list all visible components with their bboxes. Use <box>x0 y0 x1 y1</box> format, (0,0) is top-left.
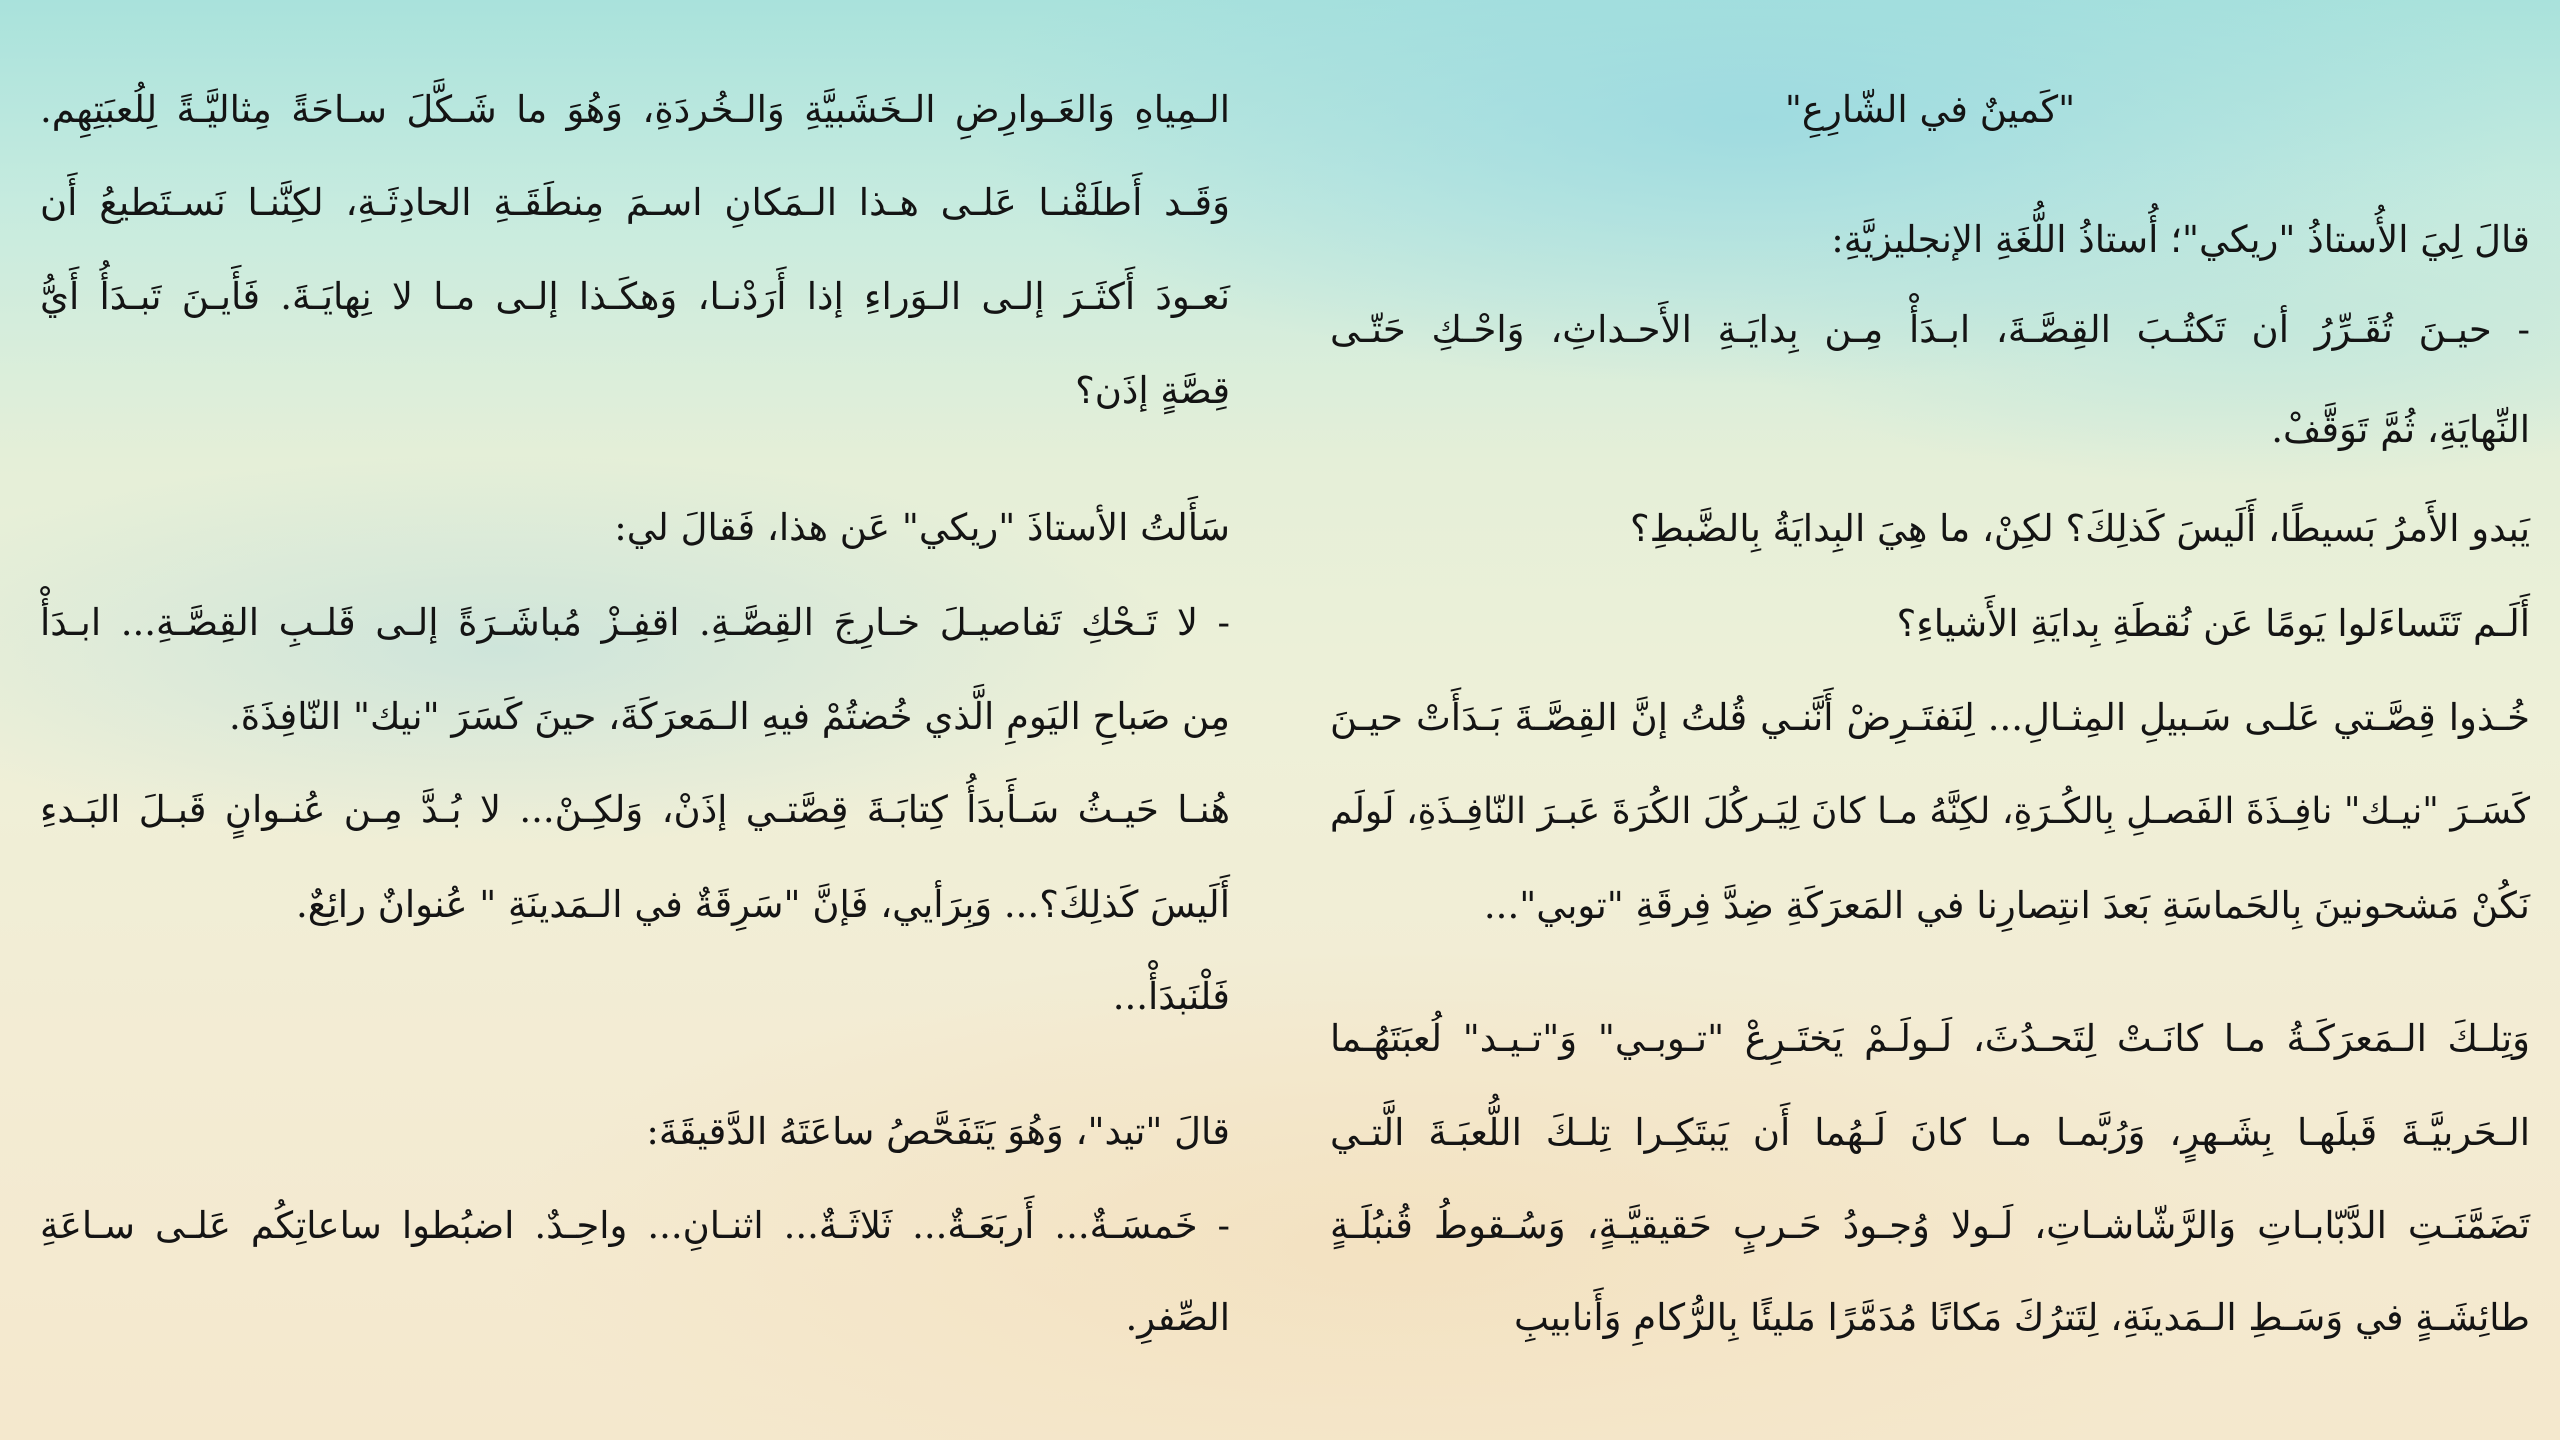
text-line: الـمِياهِ وَالعَـوارِضِ الـخَشَبيَّةِ وَالـخُردَةِ، وَهُوَ ما شَـكَّلَ سـاحَةً مِثاليَّـةً لِلُعبَتِهِم. <box>40 88 1230 131</box>
text-line: أَلَيسَ كَذلِكَ؟... وَبِرَأيي، فَإنَّ "سَرِقَةٌ في الـمَدينَةِ " عُنوانٌ رائِعٌ. <box>296 883 1230 926</box>
story-title: "كَمينٌ في الشّارِعِ" <box>1784 88 2076 131</box>
text-line: - حيـنَ تُقَـرِّرُ أن تَكتُـبَ القِصَّـةَ، ابـدَأْ مِـن بِدايَـةِ الأَحـداثِ، وَاحْـكِ حَتّـى <box>1330 308 2530 351</box>
text-line: سَأَلتُ الأستاذَ "ريكي" عَن هذا، فَقالَ لي: <box>614 506 1230 549</box>
right-page <box>1330 0 2530 1440</box>
text-line: نَكُنْ مَشحونينَ بِالحَماسَةِ بَعدَ انتِصارِنا في المَعرَكَةِ ضِدَّ فِرقَةِ "توبي"... <box>1483 884 2530 927</box>
text-line: أَلَـم تَتَساءَلوا يَومًا عَن نُقطَةِ بِدايَةِ الأَشياءِ؟ <box>1896 602 2530 645</box>
text-line: خُـذوا قِصَّـتي عَلـى سَـبيلِ المِثـالِ... لِنَفتَـرِضْ أَنَّنـي قُلتُ إنَّ القِصَّـةَ بَـدَأَتْ حيـنَ <box>1330 696 2530 739</box>
text-line: هُنـا حَيـثُ سَـأَبدَأُ كِتابَـةَ قِصَّتـي إذَنْ، وَلكِـنْ... لا بُـدَّ مِـن عُنـوانٍ قَبـلَ البَـدءِ <box>40 788 1230 831</box>
text-line: مِن صَباحِ اليَومِ الَّذي خُضتُمْ فيهِ الـمَعرَكَةَ، حينَ كَسَرَ "نيك" النّافِذَةَ. <box>228 695 1230 738</box>
text-line: الصِّفرِ. <box>1125 1296 1230 1339</box>
text-line: نَعـودَ أَكثَـرَ إلـى الـوَراءِ إذا أَرَدْنـا، وَهكَـذا إلـى مـا لا نِهايَـةَ. فَأَيـنَ تَبـدَأُ أَيُّ <box>40 275 1230 318</box>
left-page <box>40 0 1230 1440</box>
text-line: طائِشَـةٍ في وَسَـطِ الـمَدينَةِ، لِتَترُكَ مَكانًا مُدَمَّرًا مَليئًا بِالرُّكامِ وَأَنابيبِ <box>1514 1296 2530 1339</box>
text-line: يَبدو الأَمرُ بَسيطًا، أَلَيسَ كَذلِكَ؟ لكِنْ، ما هِيَ البِدايَةُ بِالضَّبطِ؟ <box>1630 507 2530 550</box>
text-line: كَسَـرَ "نيـك" نافِـذَةَ الفَصـلِ بِالكُـرَةِ، لكِنَّهُ مـا كانَ لِيَـركُلَ الكُرَةَ عَبـرَ النّافِـذَةِ، لَولَم <box>1330 791 2530 832</box>
text-line: قالَ لِيَ الأُستاذُ "ريكي"؛ أُستاذُ اللُّغَةِ الإنجليزيَّةِ: <box>1831 218 2530 261</box>
text-line: قِصَّةٍ إذَن؟ <box>1075 369 1230 412</box>
text-line: وَقَـد أَطلَقْنـا عَلـى هـذا الـمَكانِ اسـمَ مِنطَقَـةِ الحادِثَـةِ، لكِنَّنـا نَسـتَطيعُ أَن <box>40 181 1230 224</box>
text-line: الـحَربيَّـةَ قَبلَهـا بِشَـهرٍ، وَرُبَّمـا مـا كانَ لَـهُما أَن يَبتَكِـرا تِلـكَ اللُّعبَـةَ الَّتـي <box>1330 1111 2530 1154</box>
text-line: - لا تَـحْكِ تَفاصيـلَ خـارِجَ القِصَّـةِ. اقفِـزْ مُباشَـرَةً إلـى قَلـبِ القِصَّـةِ... ابـدَأْ <box>40 601 1230 644</box>
text-line: النِّهايَةِ، ثُمَّ تَوَقَّفْ. <box>2271 408 2530 451</box>
text-line: قالَ "تيد"، وَهُوَ يَتَفَحَّصُ ساعَتَهُ الدَّقيقَةَ: <box>646 1110 1230 1153</box>
text-line: فَلْنَبدَأْ... <box>1112 975 1230 1018</box>
text-line: - خَمسَـةٌ... أَربَعَـةٌ... ثَلاثَـةٌ... اثنـانِ... واحِـدٌ. اضبُطوا ساعاتِكُم عَلـى سـاعَةِ <box>40 1204 1230 1247</box>
text-line: وَتِلـكَ الـمَعرَكَـةُ مـا كانَـتْ لِتَحـدُثَ، لَـولَـمْ يَختَـرِعْ "تـوبـي" وَ"تـيـد" لُعبَتَهُـما <box>1330 1017 2530 1060</box>
text-line: تَضَمَّنَـتِ الدَّبّابـاتِ وَالرَّشّاشـاتِ، لَـولا وُجـودُ حَـربٍ حَقيقيَّـةٍ، وَسُـقوطُ قُنبُلَـةٍ <box>1330 1204 2530 1247</box>
